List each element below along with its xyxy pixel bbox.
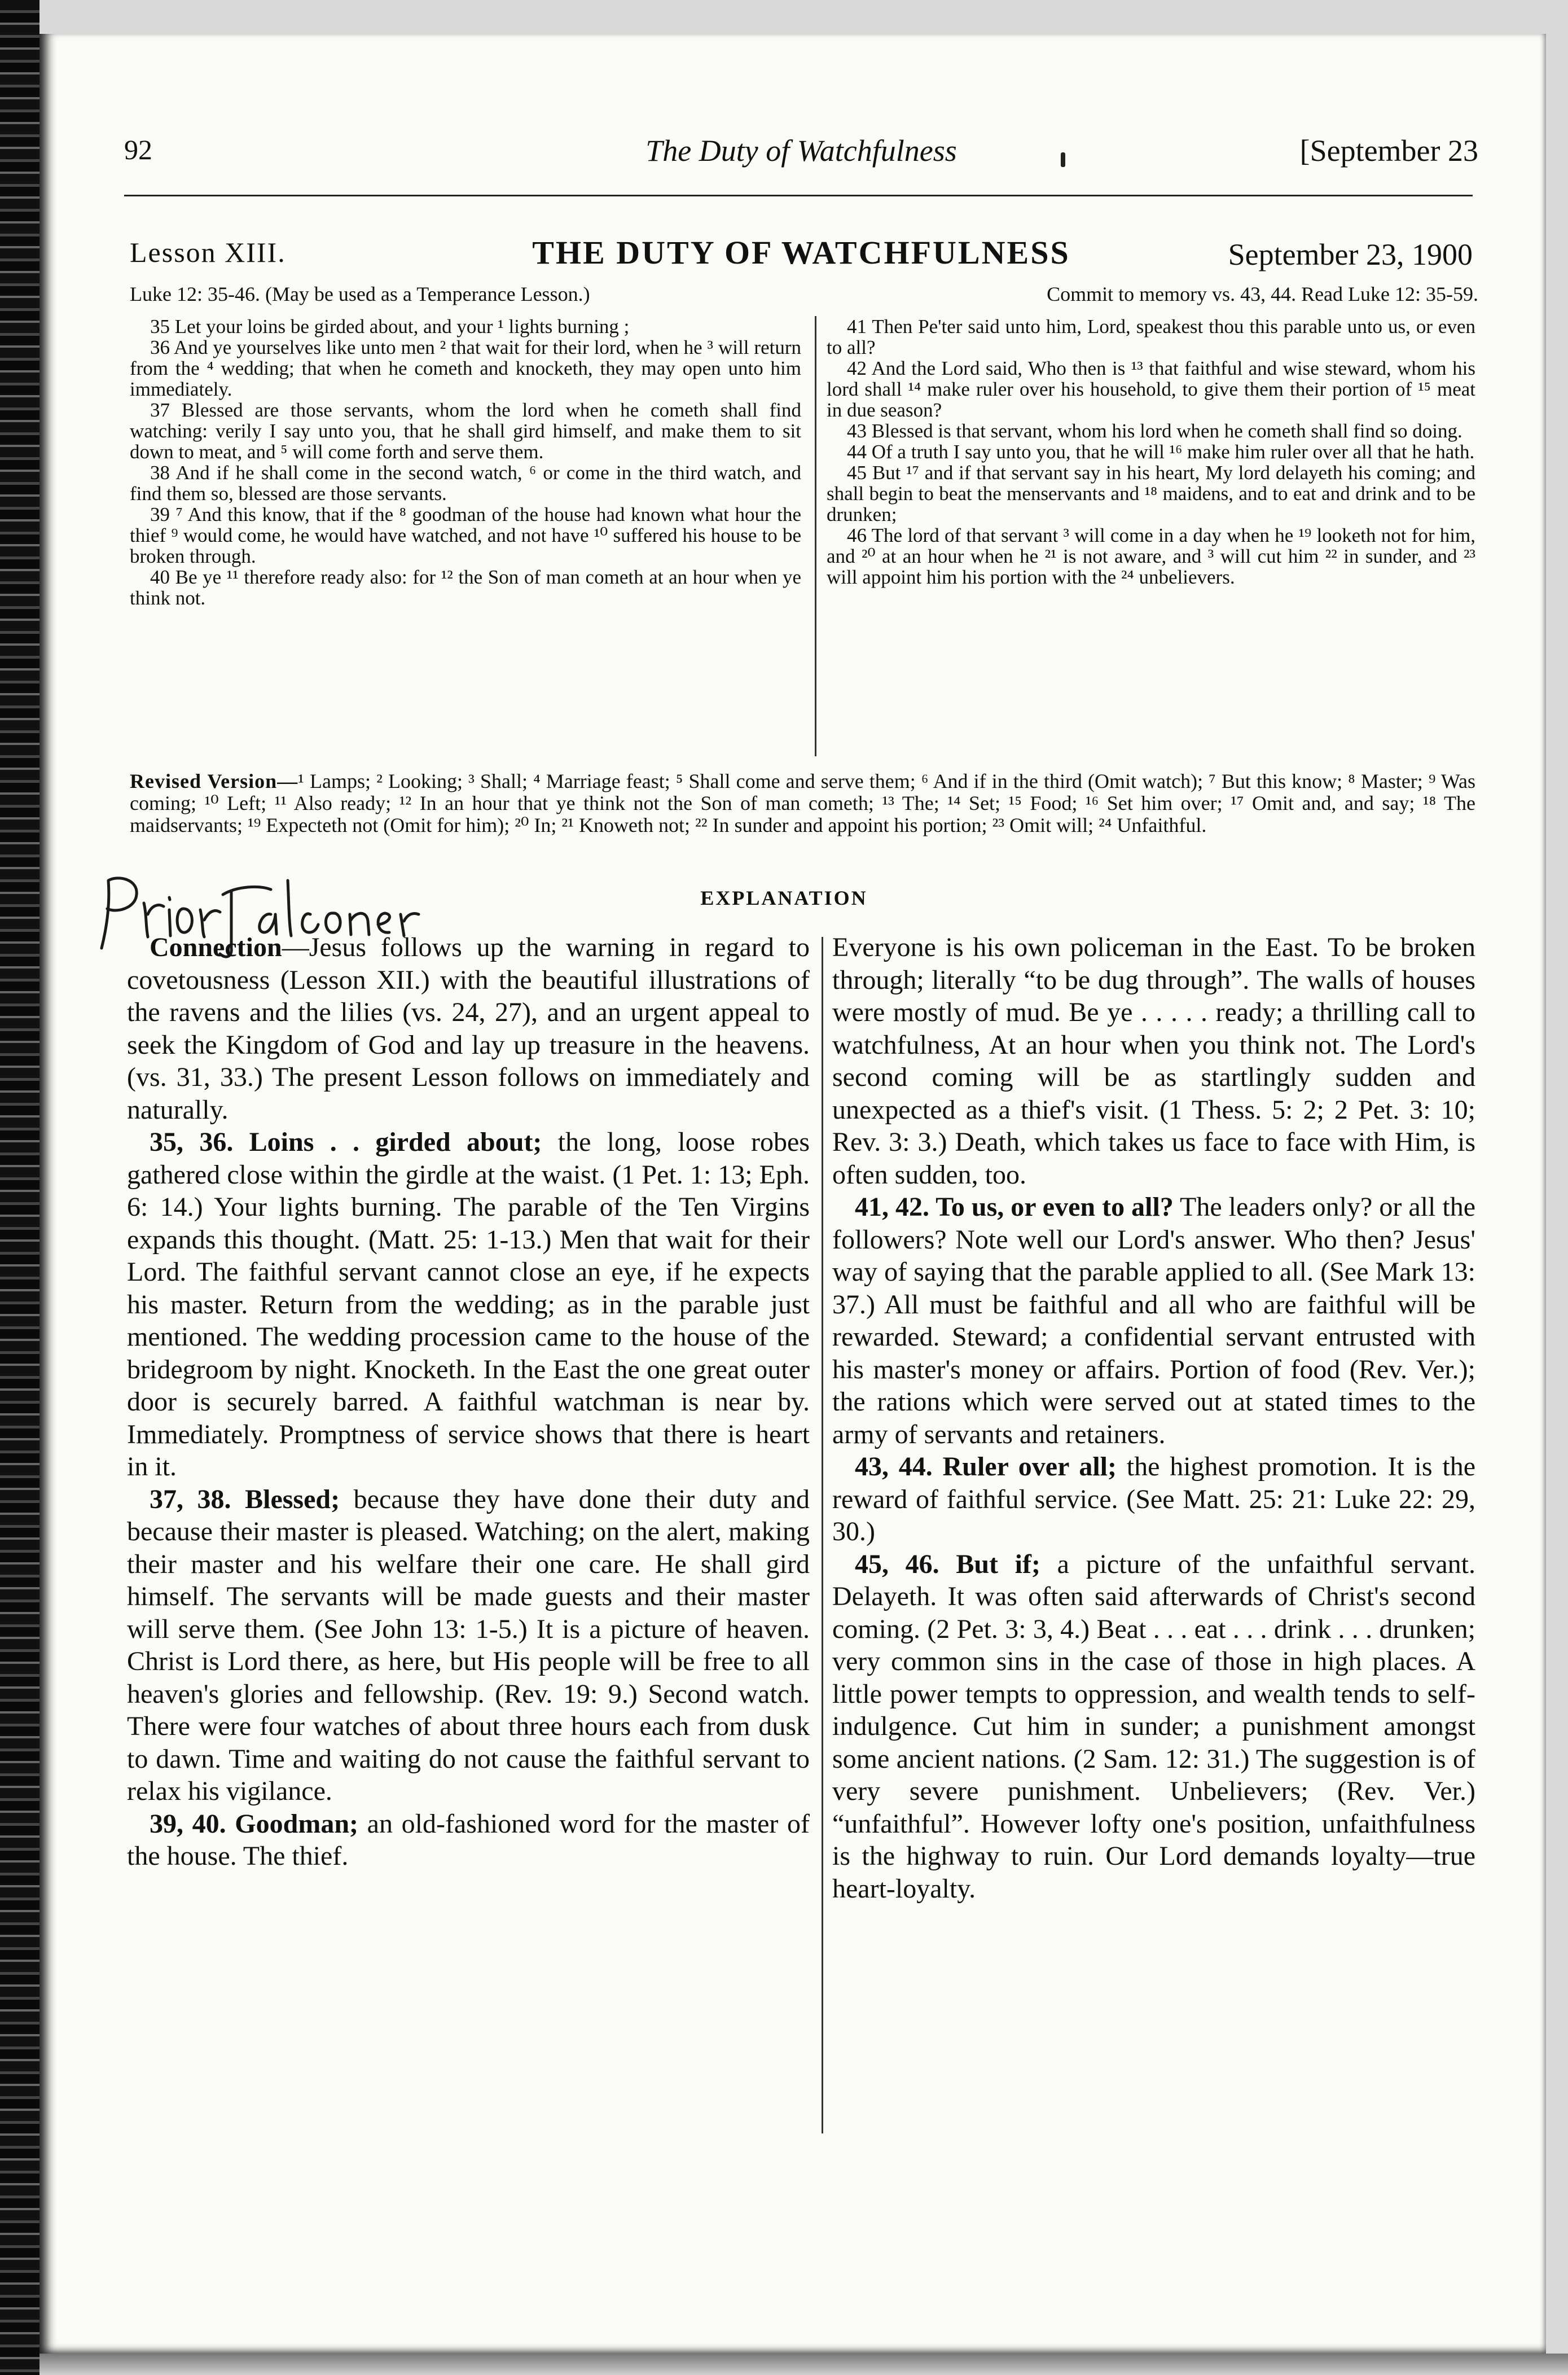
explanation-paragraph xyxy=(832,1548,1475,1905)
explanation-paragraph xyxy=(127,1808,810,1873)
paragraph-text: an old-fashioned word for the master of the house. The thief. xyxy=(127,1808,810,1871)
explanation-paragraph xyxy=(127,931,810,1126)
lesson-date: September 23, 1900 xyxy=(1228,238,1473,271)
explanation-column-right xyxy=(832,931,1475,1905)
paragraph-text: the long, loose robes gathered close within the girdle at the waist. (1 Pet. 1: 13; Eph. 6: 14.) Your lights burning. The parable of the Ten Virgins expands this thought. (Matt. 25: 1-13.) Men that wait for their Lord. The faithful servant cannot close an eye, if he expects his master. Return from the wedding; as in the parable just mentioned. The wedding procession came to the house of the bridegroom by night. Knocketh. In the East the one great outer door is securely barred. A faithful watchman is near by. Immediately. Promptness of service shows that there is heart in it. xyxy=(127,1127,810,1482)
explanation-paragraph xyxy=(832,931,1475,1191)
explanation-paragraph xyxy=(127,1126,810,1483)
paragraph-lead: Connection xyxy=(150,932,282,962)
scripture-column-left xyxy=(130,316,801,608)
paragraph-lead: 41, 42. To us, or even to all? xyxy=(855,1192,1174,1222)
paragraph-lead: 43, 44. Ruler over all; xyxy=(855,1452,1117,1482)
explanation-column-left xyxy=(127,931,810,1873)
paragraph-lead: 39, 40. Goodman; xyxy=(150,1808,359,1839)
paragraph-text: the highest promotion. It is the reward of faithful service. (See Matt. 25: 21: Luke 22: 29, 30.) xyxy=(832,1452,1475,1546)
explanation-paragraph xyxy=(832,1451,1475,1548)
lesson-title: THE DUTY OF WATCHFULNESS xyxy=(532,234,1070,271)
paragraph-text: Everyone is his own policeman in the East. To be broken through; literally “to be dug through”. The walls of houses were mostly of mud. Be ye . . . . . ready; a thrilling call to watchfulness, At an hour when you think not. The Lord's second coming will be as startlingly sudden and unexpected as a thief's visit. (1 Thess. 5: 2; 2 Pet. 3: 10; Rev. 3: 3.) Death, which takes us face to face with Him, is often sudden, too. xyxy=(832,932,1475,1190)
column-divider xyxy=(822,937,823,2133)
header-rule xyxy=(124,195,1473,196)
scripture-verse: 43 Blessed is that servant, whom his lord when he cometh shall find so doing. xyxy=(847,420,1462,442)
scripture-verse: 38 And if he shall come in the second watch, ⁶ or come in the third watch, and find them so, blessed are those servants. xyxy=(130,462,801,505)
reference-line xyxy=(130,282,1478,306)
column-divider xyxy=(815,316,816,756)
scripture-verse: 42 And the Lord said, Who then is ¹³ that faithful and wise steward, whom his lord shall ¹⁴ make ruler over his household, to give them their portion of ¹⁵ meat in due season? xyxy=(827,357,1475,421)
page-edge-bottom xyxy=(39,2354,1568,2375)
revised-version-notes xyxy=(130,770,1475,836)
scripture-column-right xyxy=(827,316,1475,588)
running-head xyxy=(124,113,1478,181)
paragraph-text: —Jesus follows up the warning in regard to covetousness (Lesson XII.) with the beautiful illustrations of the ravens and the lilies (vs. 24, 27), and an urgent appeal to seek the Kingdom of God and lay up treasure in the heavens. (vs. 31, 33.) The present Lesson follows on immediately and naturally. xyxy=(127,932,810,1125)
running-date: [September 23 xyxy=(1299,134,1478,168)
scripture-verse: 40 Be ye ¹¹ therefore ready also: for ¹² the Son of man cometh at an hour when ye think not. xyxy=(130,566,801,609)
page-number: 92 xyxy=(124,134,152,165)
page-edge-left xyxy=(0,0,39,2375)
scripture-verse: 44 Of a truth I say unto you, that he will ¹⁶ make him ruler over all that he hath. xyxy=(847,441,1475,463)
scripture-verse: 36 And ye yourselves like unto men ² that wait for their lord, when he ³ will return from the ⁴ wedding; that when he cometh and knocketh, they may open unto him immediately. xyxy=(130,336,801,400)
scripture-reference: Luke 12: 35-46. (May be used as a Temperance Lesson.) xyxy=(130,283,590,305)
paragraph-text: The leaders only? or all the followers? Note well our Lord's answer. Who then? Jesus' way of saying that the parable applied to all. (See Mark 13: 37.) All must be faithful and all who are faithful will be rewarded. Steward; a confidential servant entrusted with his master's money or affairs. Portion of food (Rev. Ver.); the rations which were served out at stated times to the army of servants and retainers. xyxy=(832,1192,1476,1449)
explanation-paragraph xyxy=(127,1483,810,1808)
lesson-heading xyxy=(130,231,1473,277)
scripture-verse: 46 The lord of that servant ³ will come in a day when he ¹⁹ looketh not for him, and ²⁰ at an hour when he ²¹ is not aware, and ³ will cut him ²² in sunder, and ²³ will appoint him his portion with the ²⁴ unbelievers. xyxy=(827,524,1475,588)
running-title: The Duty of Watchfulness xyxy=(645,134,957,168)
paragraph-lead: 35, 36. Loins . . girded about; xyxy=(150,1127,542,1157)
explanation-heading: EXPLANATION xyxy=(700,887,868,909)
revised-version-heading: Revised Version— xyxy=(130,770,298,792)
scripture-verse: 35 Let your loins be girded about, and your ¹ lights burning ; xyxy=(150,316,630,338)
lesson-number: Lesson XIII. xyxy=(130,236,286,268)
revised-version-text: ¹ Lamps; ² Looking; ³ Shall; ⁴ Marriage feast; ⁵ Shall come and serve them; ⁶ And if in the third (Omit watch); ⁷ But this know; ⁸ Master; ⁹ Was coming; ¹⁰ Left; ¹¹ Also ready; ¹² In an hour that ye think not the Son of man cometh; ¹³ The; ¹⁴ Set; ¹⁵ Food; ¹⁶ Set him over; ¹⁷ Omit and, and say; ¹⁸ The maidservants; ¹⁹ Expecteth not (Omit for him); ²⁰ In; ²¹ Knoweth not; ²² In sunder and appoint his portion; ²³ Omit will; ²⁴ Unfaithful. xyxy=(130,770,1475,836)
scripture-verse: 41 Then Pe'ter said unto him, Lord, speakest thou this parable unto us, or even to all? xyxy=(827,316,1475,358)
paragraph-text: a picture of the unfaithful servant. Delayeth. It was often said afterwards of Christ's second coming. (2 Pet. 3: 3, 4.) Beat . . . eat . . . drink . . . drunken; very common sins in the case of those in high places. A little power tempts to oppression, and wealth tends to self-indulgence. Cut him in sunder; a punishment amongst some ancient nations. (2 Sam. 12: 31.) The suggestion is of very severe punishment. Unbelievers; (Rev. Ver.) “unfaithful”. However lofty one's position, unfaithfulness is the highway to ruin. Our Lord demands loyalty—true heart-loyalty. xyxy=(832,1549,1475,1904)
paragraph-lead: 37, 38. Blessed; xyxy=(150,1484,340,1514)
memory-reference: Commit to memory vs. 43, 44. Read Luke 12: 35-59. xyxy=(1047,283,1478,305)
paragraph-lead: 45, 46. But if; xyxy=(855,1549,1040,1579)
scripture-verse: 45 But ¹⁷ and if that servant say in his heart, My lord delayeth his coming; and shall begin to beat the menservants and ¹⁸ maidens, and to eat and drink and to be drunken; xyxy=(827,462,1475,525)
explanation-paragraph xyxy=(832,1191,1475,1451)
paragraph-text: because they have done their duty and because their master is pleased. Watching; on the alert, making their master and his welfare their one care. He shall gird himself. The servants will be made guests and their master will serve them. (See John 13: 1-5.) It is a picture of heaven. Christ is Lord there, as here, but His people will be free to all heaven's glories and fellowship. (Rev. 19: 9.) Second watch. There were four watches of about three hours each from dusk to dawn. Time and waiting do not cause the faithful servant to relax his vigilance. xyxy=(127,1484,810,1806)
scripture-verse: 37 Blessed are those servants, whom the lord when he cometh shall find watching: verily I say unto you, that he shall gird himself, and make them to sit down to meat, and ⁵ will come forth and serve them. xyxy=(130,399,801,463)
scripture-verse: 39 ⁷ And this know, that if the ⁸ goodman of the house had known what hour the thief ⁹ would come, he would have watched, and not have ¹⁰ suffered his house to be broken through. xyxy=(130,503,801,567)
